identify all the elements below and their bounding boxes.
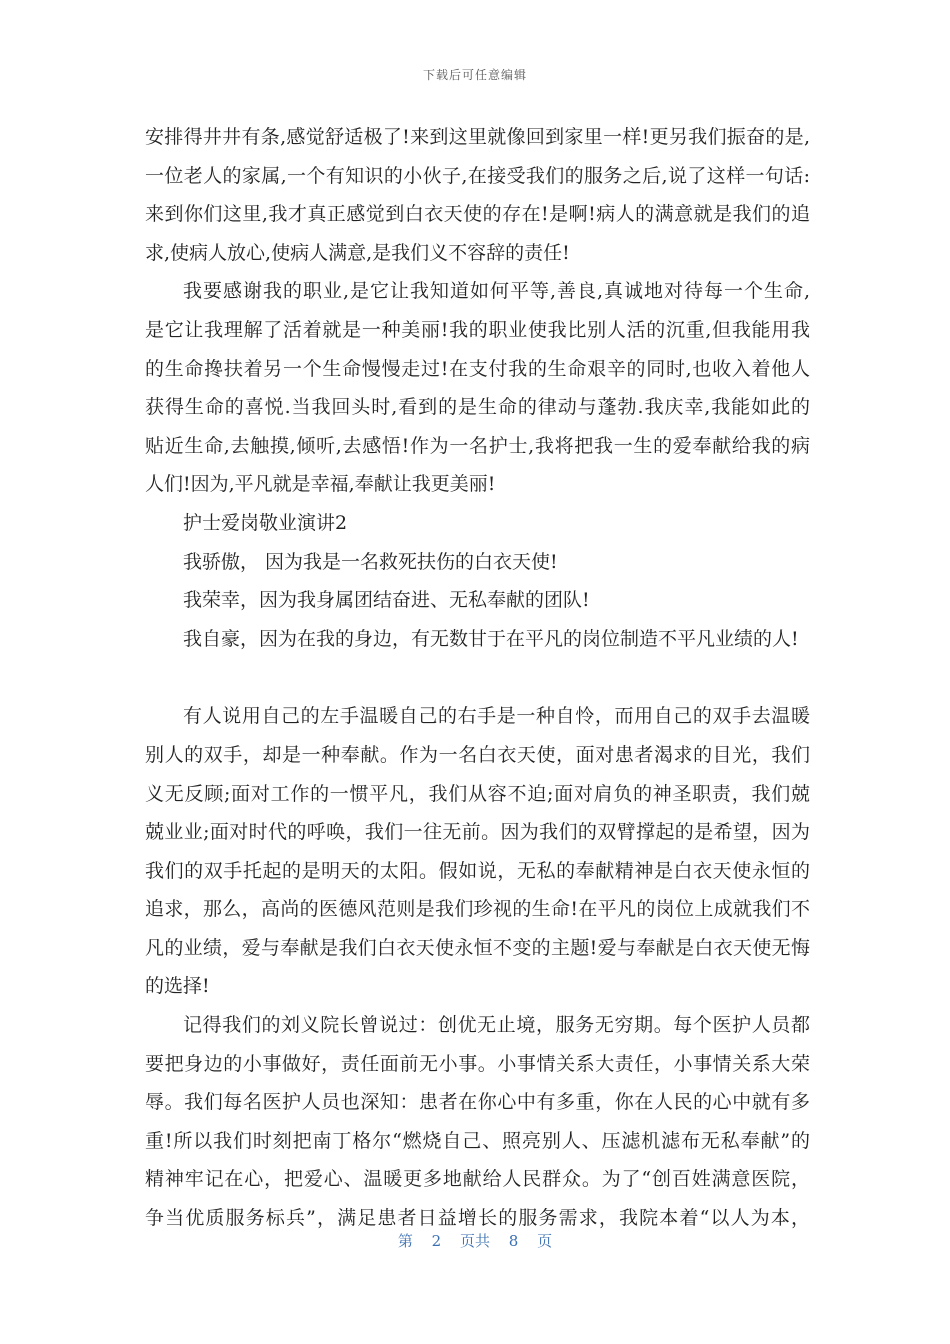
- text-line: 求,使病人放心,使病人满意,是我们义不容辞的责任!: [145, 241, 570, 264]
- text-line: 有人说用自己的左手温暖自己的右手是一种自怜，而用自己的双手去温暖: [183, 705, 810, 728]
- text-line: 争当优质服务标兵”，满足患者日益增长的服务需求，我院本着“以人为本，: [145, 1207, 810, 1230]
- text-line: 的生命搀扶着另一个生命慢慢走过!在支付我的生命艰辛的同时,也收入着他人: [145, 357, 810, 380]
- text-line: 我荣幸，因为我身属团结奋进、无私奉献的团队!: [183, 589, 590, 612]
- text-line: 是它让我理解了活着就是一种美丽!我的职业使我比别人活的沉重,但我能用我: [145, 318, 810, 341]
- text-line: 来到你们这里,我才真正感觉到白衣天使的存在!是啊!病人的满意就是我们的追: [145, 203, 810, 226]
- paragraph-gap: [145, 658, 810, 697]
- text-line: 义无反顾;面对工作的一惯平凡，我们从容不迫;面对肩负的神圣职责，我们兢: [145, 782, 810, 805]
- section-heading: 护士爱岗敬业演讲2: [183, 511, 348, 534]
- text-line: 我们的双手托起的是明天的太阳。假如说，无私的奉献精神是白衣天使永恒的: [145, 859, 810, 882]
- page-header: 下载后可任意编辑: [422, 68, 527, 82]
- text-line: 凡的业绩，爱与奉献是我们白衣天使永恒不变的主题!爱与奉献是白衣天使无悔: [145, 936, 810, 959]
- text-line: 辱。我们每名医护人员也深知：患者在你心中有多重，你在人民的心中就有多: [145, 1091, 810, 1114]
- text-line: 要把身边的小事做好，责任面前无小事。小事情关系大责任，小事情关系大荣: [145, 1052, 810, 1075]
- text-line: 兢业业;面对时代的呼唤，我们一往无前。因为我们的双臂撑起的是希望，因为: [145, 821, 810, 844]
- text-line: 精神牢记在心，把爱心、温暖更多地献给人民群众。为了“创百姓满意医院，: [145, 1168, 810, 1191]
- text-line: 重!所以我们时刻把南丁格尔“燃烧自己、照亮别人、压滤机滤布无私奉献”的: [145, 1129, 810, 1152]
- text-line: 获得生命的喜悦.当我回头时,看到的是生命的律动与蓬勃.我庆幸,我能如此的: [145, 396, 810, 419]
- text-line: 一位老人的家属,一个有知识的小伙子,在接受我们的服务之后,说了这样一句话:: [145, 164, 810, 187]
- text-line: 安排得井井有条,感觉舒适极了!来到这里就像回到家里一样!更另我们振奋的是,: [145, 126, 810, 148]
- text-line: 我骄傲， 因为我是一名救死扶伤的白衣天使!: [183, 550, 558, 573]
- page-footer: 第 2 页共 8 页: [397, 1232, 553, 1250]
- text-line: 的选择!: [145, 975, 210, 998]
- text-line: 贴近生命,去触摸,倾听,去感悟!作为一名护士,我将把我一生的爱奉献给我的病: [145, 434, 810, 457]
- document-body: [145, 118, 810, 1238]
- text-line: 别人的双手，却是一种奉献。作为一名白衣天使，面对患者渴求的目光，我们: [145, 743, 810, 766]
- text-line: 记得我们的刘义院长曾说过：创优无止境，服务无穷期。每个医护人员都: [183, 1014, 810, 1037]
- text-line: 人们!因为,平凡就是幸福,奉献让我更美丽!: [145, 473, 496, 496]
- text-line: 我自豪，因为在我的身边，有无数甘于在平凡的岗位制造不平凡业绩的人!: [183, 627, 799, 650]
- text-line: 追求，那么，高尚的医德风范则是我们珍视的生命!在平凡的岗位上成就我们不: [145, 898, 810, 921]
- text-line: 我要感谢我的职业,是它让我知道如何平等,善良,真诚地对待每一个生命,: [183, 280, 810, 303]
